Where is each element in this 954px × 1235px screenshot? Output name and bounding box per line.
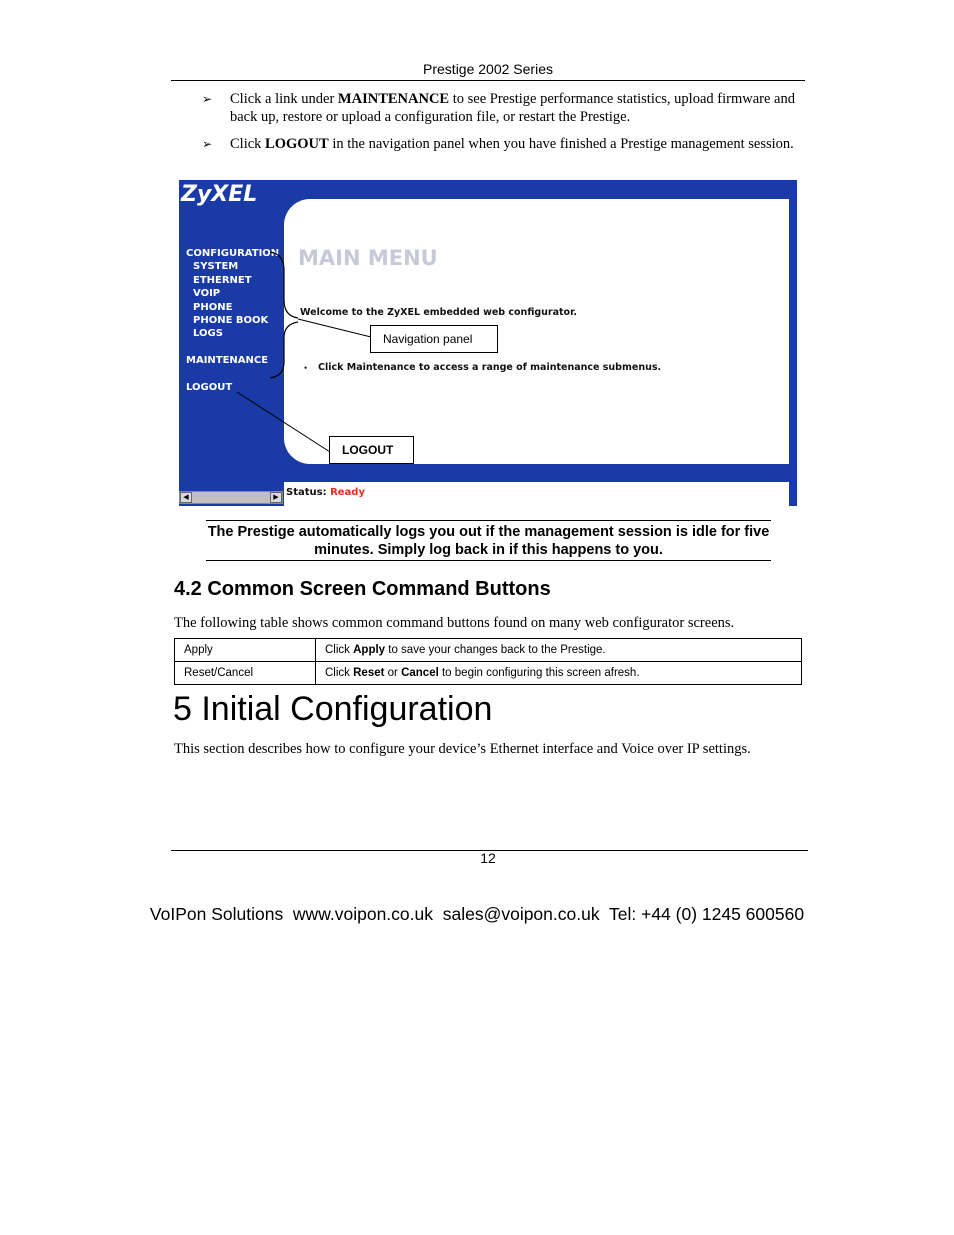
auto-logout-note: The Prestige automatically logs you out if the management session is idle for five minutes. Simply log back in if this happens to you. [207, 524, 770, 558]
nav-phone-book[interactable]: PHONE BOOK [193, 315, 269, 326]
running-header: Prestige 2002 Series [423, 61, 553, 77]
desc-keyword: Cancel [401, 667, 439, 679]
nav-maintenance[interactable]: MAINTENANCE [186, 355, 269, 366]
chapter-intro: This section describes how to configure your device’s Ethernet interface and Voice over IP settings. [174, 741, 751, 757]
page-number: 12 [480, 850, 496, 866]
status-value: Ready [330, 487, 365, 498]
note-top-rule [206, 520, 771, 521]
nav-phone[interactable]: PHONE [193, 301, 233, 313]
scroll-right-icon[interactable]: ▶ [270, 492, 282, 503]
bullet-dot-icon: • [304, 363, 308, 373]
bullet-keyword: LOGOUT [265, 136, 329, 152]
logout-pointer-line [237, 392, 330, 452]
table-cell-description [316, 662, 802, 685]
command-buttons-table [174, 638, 802, 685]
logout-callout: LOGOUT [329, 436, 414, 464]
nav-voip[interactable]: VOIP [193, 288, 221, 300]
bullet-text: in the navigation panel when you have finished a Prestige management session. [328, 136, 794, 152]
desc-text: to save your changes back to the Prestige. [385, 644, 606, 656]
nav-pointer-line [298, 319, 371, 337]
table-row [175, 639, 802, 662]
chapter-heading: 5 Initial Configuration [173, 690, 493, 728]
nav-brace-bottom [270, 322, 298, 378]
note-bottom-rule [206, 560, 771, 561]
status-label-text: Status: [286, 487, 327, 498]
table-cell-label: Apply [175, 639, 316, 662]
bullet-text: Click a link under [230, 91, 338, 107]
navigation-panel-callout: Navigation panel [370, 325, 498, 353]
nav-logout[interactable]: LOGOUT [186, 382, 233, 393]
nav-system[interactable]: SYSTEM [193, 261, 239, 273]
scroll-left-icon[interactable]: ◀ [180, 492, 192, 503]
nav-logs[interactable]: LOGS [193, 328, 223, 340]
desc-keyword: Reset [353, 667, 385, 679]
welcome-text: Welcome to the ZyXEL embedded web configurator. [300, 307, 578, 318]
desc-text: Click [325, 644, 354, 656]
nav-brace-top [270, 252, 298, 318]
desc-text: Click [325, 667, 354, 679]
nav-ethernet[interactable]: ETHERNET [193, 274, 252, 286]
section-intro: The following table shows common command buttons found on many web configurator screens. [174, 615, 735, 631]
table-cell-description [316, 639, 802, 662]
company-footer: VoIPon Solutions www.voipon.co.uk sales@voipon.co.uk Tel: +44 (0) 1245 600560 [149, 904, 805, 924]
bullet-arrow-icon: ➢ [202, 137, 213, 151]
maintenance-hint-text: Click Maintenance to access a range of maintenance submenus. [318, 362, 662, 373]
bullet-text: Click [230, 136, 266, 152]
bullet-arrow-icon: ➢ [202, 92, 213, 106]
table-row [175, 662, 802, 685]
desc-text: or [384, 667, 402, 679]
desc-text: to begin configuring this screen afresh. [438, 667, 640, 679]
bullet-keyword: MAINTENANCE [337, 91, 450, 107]
bullet-text: to see Prestige performance statistics, upload firmware and back up, restore or upload a configuration file, or restart the Prestige. [230, 91, 795, 125]
nav-configuration[interactable]: CONFIGURATION [186, 248, 280, 259]
main-menu-title: MAIN MENU [298, 246, 438, 270]
section-heading: 4.2 Common Screen Command Buttons [174, 578, 551, 600]
table-cell-label: Reset/Cancel [175, 662, 316, 685]
zyxel-logo: ZyXEL [181, 182, 258, 207]
desc-keyword: Apply [353, 644, 386, 656]
